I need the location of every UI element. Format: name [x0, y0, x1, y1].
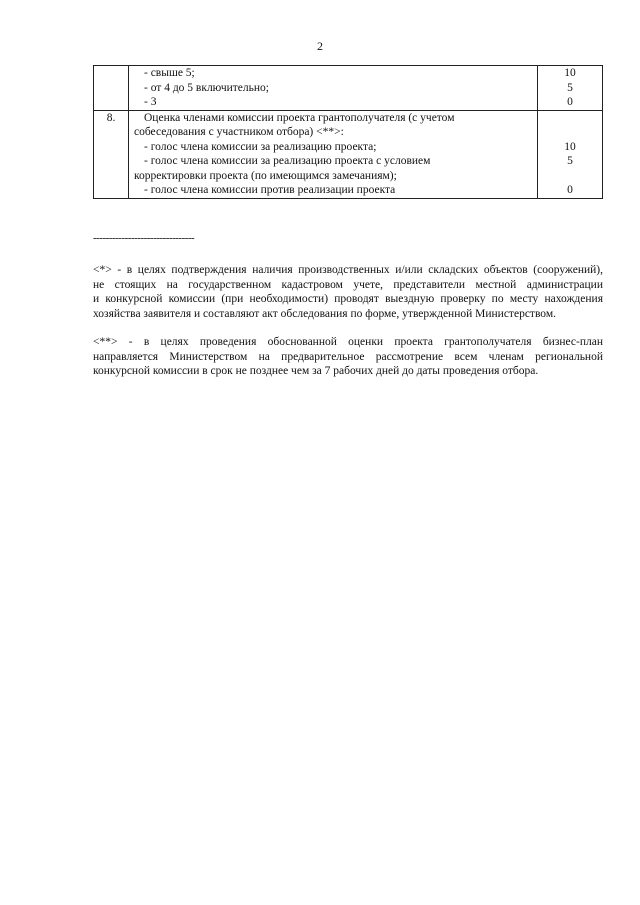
row-number-cell [94, 66, 129, 111]
table-row [94, 66, 603, 111]
criterion-text-cell [129, 66, 538, 111]
footnote-double-asterisk [93, 335, 603, 379]
table-row [94, 110, 603, 198]
footnote-divider: -------------------------------- [93, 232, 195, 244]
footnote-line: не стоящих на государственном кадастровом учете, представители местной администрации [93, 278, 603, 291]
footnote-single-asterisk [93, 263, 603, 321]
criterion-heading: Оценка членами комиссии проекта грантополучателя (с учетом [144, 111, 455, 124]
criterion-line: собеседования с участником отбора) <**>: [134, 126, 344, 138]
criterion-line: корректировки проекта (по имеющимся замечаниям); [134, 169, 397, 182]
score-value: 5 [567, 81, 573, 94]
row-number-cell: 8. [94, 110, 129, 198]
page-number: 2 [317, 39, 323, 53]
footnote-line: и конкурсной комиссии (при необходимости) проводят выездную проверку по месту нахождения [93, 293, 603, 305]
criterion-line: - от 4 до 5 включительно; [144, 81, 269, 94]
footnote-line: <*> - в целях подтверждения наличия производственных и/или складских объектов (сооружений), [93, 264, 603, 276]
footnote-line: <**> - в целях проведения обоснованной оценки проекта грантополучателя бизнес-план [93, 336, 603, 348]
score-cell [538, 66, 603, 111]
criterion-line: - голос члена комиссии против реализации проекта [144, 184, 396, 196]
score-value: 0 [567, 96, 573, 108]
score-value: 10 [564, 140, 576, 153]
criterion-text-cell [129, 110, 538, 198]
score-value [538, 169, 602, 184]
score-value: 0 [567, 184, 573, 196]
score-value: 10 [564, 67, 576, 79]
criteria-table [93, 65, 603, 199]
criterion-line: - свыше 5; [144, 67, 195, 79]
score-value [538, 125, 602, 140]
score-value: 5 [567, 155, 573, 167]
score-value [538, 111, 602, 126]
criterion-line: - 3 [144, 96, 157, 108]
footnote-line: конкурсной комиссии в срок не позднее чем за 7 рабочих дней до даты проведения отбора. [93, 365, 539, 377]
criterion-line: - голос члена комиссии за реализацию проекта; [144, 140, 377, 153]
score-cell [538, 110, 603, 198]
footnote-line: направляется Министерством на предварительное рассмотрение всем членам региональной [93, 350, 603, 363]
footnote-line: хозяйства заявителя и составляют акт обследования по форме, утвержденной Министерством. [93, 307, 556, 320]
criterion-line: - голос члена комиссии за реализацию проекта с условием [144, 155, 431, 167]
